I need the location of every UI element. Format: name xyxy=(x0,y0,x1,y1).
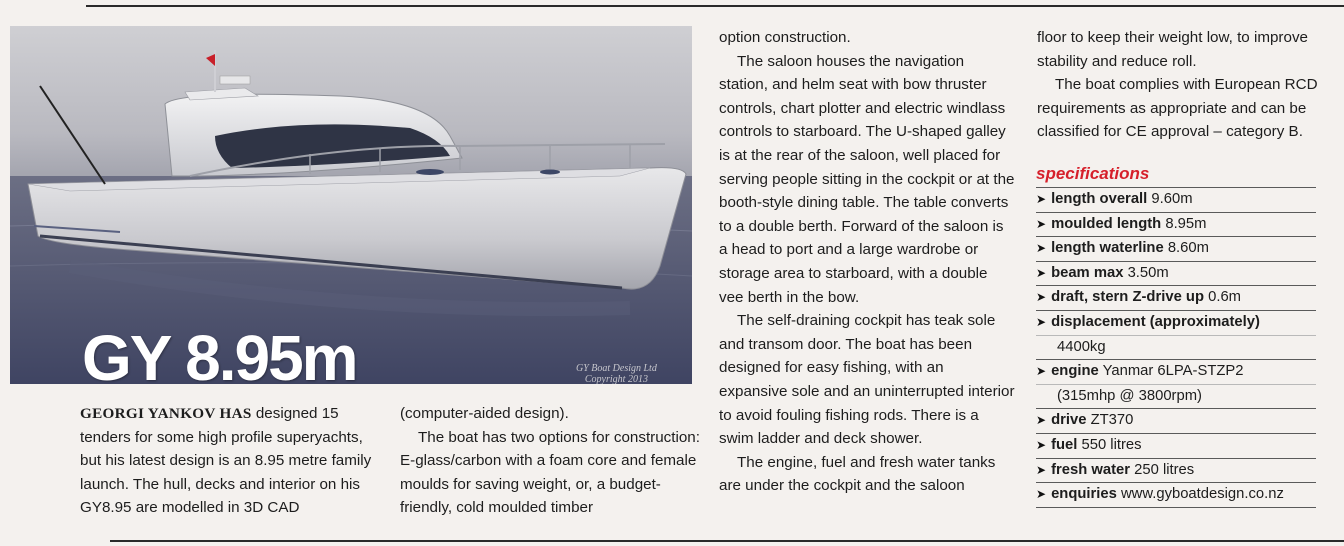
arrow-icon: ➤ xyxy=(1036,413,1047,428)
spec-value: 4400kg xyxy=(1036,335,1316,360)
spec-label: engine xyxy=(1051,363,1099,380)
spec-label: moulded length xyxy=(1051,215,1162,232)
article-paragraph: The saloon houses the navigation station, and helm seat with bow thruster controls, chart plotter and electric windlass controls to starboard. The U-shaped galley is at the rear of the saloon, well placed for serving people sitting in the cockpit or at the booth-style dining table. The table converts to a double berth. Forward of the saloon is a head to port and a large wardrobe or storage area to starboard, with a double vee berth in the bow. xyxy=(719,52,1015,306)
arrow-icon: ➤ xyxy=(1036,216,1047,231)
article-paragraph: (computer-aided design). xyxy=(400,405,569,422)
spec-item xyxy=(1036,187,1316,212)
website-link[interactable]: www.gyboatdesign.co.nz xyxy=(1120,486,1284,503)
arrow-icon: ➤ xyxy=(1036,290,1047,305)
spec-value: 0.6m xyxy=(1208,289,1242,306)
arrow-icon: ➤ xyxy=(1036,487,1047,502)
spec-item xyxy=(1036,482,1316,508)
spec-label: displacement (approximately) xyxy=(1051,313,1260,330)
spec-label: length waterline xyxy=(1051,240,1164,257)
spec-item xyxy=(1036,285,1316,310)
article-column-2 xyxy=(400,402,700,520)
photo-credit xyxy=(576,363,657,384)
arrow-icon: ➤ xyxy=(1036,437,1047,452)
spec-item xyxy=(1036,359,1316,408)
arrow-icon: ➤ xyxy=(1036,364,1047,379)
article-column-3 xyxy=(719,26,1015,498)
arrow-icon: ➤ xyxy=(1036,192,1047,206)
bottom-rule xyxy=(110,540,1344,542)
spec-value: 550 litres xyxy=(1081,436,1142,453)
spec-label: enquiries xyxy=(1051,486,1117,503)
spec-item xyxy=(1036,236,1316,261)
lead-in: GEORGI YANKOV HAS xyxy=(80,405,252,422)
photo-credit-line: GY Boat Design Ltd xyxy=(576,363,657,374)
spec-label: fuel xyxy=(1051,436,1078,453)
specifications-list xyxy=(1036,187,1316,508)
spec-value-continued: (315mhp @ 3800rpm) xyxy=(1036,384,1316,409)
article-column-4 xyxy=(1037,26,1327,144)
spec-item xyxy=(1036,433,1316,458)
spec-item xyxy=(1036,261,1316,286)
spec-label: drive xyxy=(1051,412,1087,429)
boat-photo xyxy=(10,26,692,384)
arrow-icon: ➤ xyxy=(1036,241,1047,256)
specifications-heading: specifications xyxy=(1036,164,1150,183)
spec-value: 8.60m xyxy=(1167,240,1209,257)
top-rule xyxy=(86,5,1344,7)
article-paragraph: option construction. xyxy=(719,29,851,46)
arrow-icon: ➤ xyxy=(1036,265,1047,280)
spec-item xyxy=(1036,458,1316,483)
spec-label: beam max xyxy=(1051,264,1124,281)
article-paragraph xyxy=(80,402,380,520)
arrow-icon: ➤ xyxy=(1036,314,1047,329)
spec-label: length overall xyxy=(1051,191,1148,207)
spec-value: ZT370 xyxy=(1090,412,1134,429)
photo-credit-line: Copyright 2013 xyxy=(584,374,648,384)
spec-item xyxy=(1036,310,1316,359)
spec-value: 250 litres xyxy=(1134,461,1195,478)
paragraph-text: designed 15 tenders for some high profile superyachts, but his latest design is an 8.95 metre family launch. The hull, decks and interior on his GY8.95 are modelled in 3D CAD xyxy=(80,405,372,517)
spec-item xyxy=(1036,212,1316,237)
spec-label: fresh water xyxy=(1051,461,1131,478)
spec-value: 3.50m xyxy=(1127,264,1169,281)
article-paragraph: The self-draining cockpit has teak sole and transom door. The boat has been designed for easy fishing, with an expansive sole and an uninterrupted interior to avoid fouling fishing rods. There is a swim ladder and deck shower. xyxy=(719,312,1015,448)
article-paragraph: The boat complies with European RCD requirements as appropriate and can be classified for CE approval – category B. xyxy=(1037,76,1318,141)
article-column-1 xyxy=(80,402,380,520)
spec-item xyxy=(1036,408,1316,433)
spec-value: Yanmar 6LPA-STZP2 xyxy=(1102,363,1244,380)
spec-value: 8.95m xyxy=(1165,215,1207,232)
spec-value: 9.60m xyxy=(1151,191,1193,207)
article-paragraph: The engine, fuel and fresh water tanks are under the cockpit and the saloon xyxy=(719,453,996,495)
arrow-icon: ➤ xyxy=(1036,462,1047,477)
article-paragraph: floor to keep their weight low, to improve stability and reduce roll. xyxy=(1037,29,1308,70)
spec-label: draft, stern Z-drive up xyxy=(1051,289,1204,306)
boat-name-title: GY 8.95m xyxy=(82,322,357,384)
article-paragraph: The boat has two options for construction: E-glass/carbon with a foam core and female moulds for saving weight, or, a budget-friendly, cold moulded timber xyxy=(400,428,700,517)
